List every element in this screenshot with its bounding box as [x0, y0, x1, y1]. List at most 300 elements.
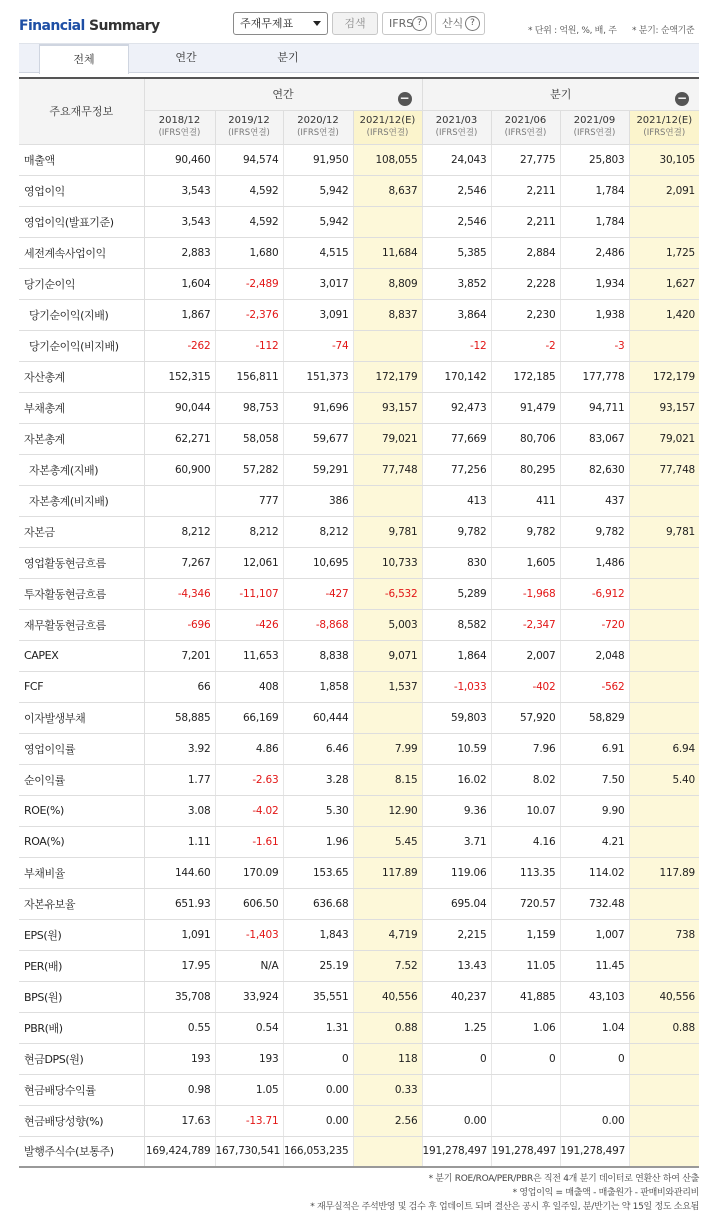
select-value: 주재무제표: [240, 17, 294, 30]
value-cell: 27,775: [491, 144, 560, 175]
quarter-group-header: [422, 79, 699, 110]
value-cell: 57,920: [491, 702, 560, 733]
value-cell: 5,942: [283, 206, 353, 237]
row-label: 발행주식수(보통주): [19, 1136, 144, 1167]
value-cell: 24,043: [422, 144, 491, 175]
value-cell: 10,733: [353, 547, 422, 578]
value-cell: -112: [215, 330, 283, 361]
value-cell: 1,858: [283, 671, 353, 702]
value-cell: -13.71: [215, 1105, 283, 1136]
period-label: 2020/12: [297, 115, 339, 126]
table-row: [19, 764, 699, 795]
question-icon: ?: [412, 16, 427, 31]
row-label: EPS(원): [19, 919, 144, 950]
ifrs-help-button[interactable]: [382, 12, 432, 35]
value-cell: 58,885: [144, 702, 215, 733]
value-cell: 2,211: [491, 206, 560, 237]
value-cell: 1,680: [215, 237, 283, 268]
value-cell: 10,695: [283, 547, 353, 578]
value-cell: -2,347: [491, 609, 560, 640]
value-cell: 80,706: [491, 423, 560, 454]
value-cell: 1,843: [283, 919, 353, 950]
value-cell: 1,486: [560, 547, 629, 578]
table-row: [19, 485, 699, 516]
value-cell: 166,053,235: [283, 1136, 353, 1167]
value-cell: -262: [144, 330, 215, 361]
table-row: [19, 206, 699, 237]
annual-group-header: [144, 79, 422, 110]
value-cell: -426: [215, 609, 283, 640]
value-cell: 413: [422, 485, 491, 516]
value-cell: 8,838: [283, 640, 353, 671]
table-row: [19, 733, 699, 764]
period-basis: (IFRS연결): [228, 128, 270, 138]
value-cell: 4,592: [215, 206, 283, 237]
value-cell: 43,103: [560, 981, 629, 1012]
quarter-group-label: 분기: [550, 88, 572, 102]
title-financial: Financial: [19, 18, 85, 34]
collapse-quarter-icon[interactable]: −: [677, 91, 688, 105]
value-cell: 3.71: [422, 826, 491, 857]
value-cell: 11,684: [353, 237, 422, 268]
value-cell: -696: [144, 609, 215, 640]
value-cell: 193: [215, 1043, 283, 1074]
row-label: 영업활동현금흐름: [19, 547, 144, 578]
value-cell: 777: [215, 485, 283, 516]
value-cell: [144, 485, 215, 516]
value-cell: 3,543: [144, 175, 215, 206]
value-cell: [353, 206, 422, 237]
value-cell: 191,278,497: [560, 1136, 629, 1167]
value-cell: 1,938: [560, 299, 629, 330]
value-cell: 172,179: [629, 361, 699, 392]
value-cell: 2,091: [629, 175, 699, 206]
value-cell: 3,017: [283, 268, 353, 299]
value-cell: 35,551: [283, 981, 353, 1012]
value-cell: 25.19: [283, 950, 353, 981]
value-cell: 3.28: [283, 764, 353, 795]
value-cell: 738: [629, 919, 699, 950]
row-label: BPS(원): [19, 981, 144, 1012]
value-cell: 9.90: [560, 795, 629, 826]
value-cell: [629, 888, 699, 919]
table-row: [19, 547, 699, 578]
row-label: CAPEX: [19, 640, 144, 671]
value-cell: 4,592: [215, 175, 283, 206]
value-cell: [629, 578, 699, 609]
value-cell: 0: [491, 1043, 560, 1074]
value-cell: 191,278,497: [491, 1136, 560, 1167]
row-label: 자산총계: [19, 361, 144, 392]
period-header: [144, 110, 215, 144]
table-row: [19, 1105, 699, 1136]
value-cell: 0.98: [144, 1074, 215, 1105]
period-basis: (IFRS연결): [366, 128, 409, 138]
row-label: 이자발생부채: [19, 702, 144, 733]
value-cell: 30,105: [629, 144, 699, 175]
value-cell: 11,653: [215, 640, 283, 671]
value-cell: 79,021: [353, 423, 422, 454]
value-cell: 6.94: [629, 733, 699, 764]
value-cell: -4.02: [215, 795, 283, 826]
table-row: [19, 795, 699, 826]
value-cell: [629, 1074, 699, 1105]
value-cell: 5.40: [629, 764, 699, 795]
value-cell: [491, 1105, 560, 1136]
value-cell: 17.95: [144, 950, 215, 981]
table-row: [19, 826, 699, 857]
period-header: [215, 110, 283, 144]
table-row: [19, 671, 699, 702]
table-row: [19, 268, 699, 299]
value-cell: 93,157: [353, 392, 422, 423]
search-button[interactable]: 검색: [332, 12, 378, 35]
table-row: [19, 981, 699, 1012]
formula-help-button[interactable]: [435, 12, 485, 35]
value-cell: -2.63: [215, 764, 283, 795]
value-cell: 1.05: [215, 1074, 283, 1105]
value-cell: 77,748: [629, 454, 699, 485]
value-cell: 1,784: [560, 206, 629, 237]
formula-label: 산식: [442, 17, 464, 30]
value-cell: 193: [144, 1043, 215, 1074]
period-label: 2021/06: [504, 115, 547, 126]
value-cell: [629, 950, 699, 981]
value-cell: -4,346: [144, 578, 215, 609]
value-cell: 2.56: [353, 1105, 422, 1136]
row-label: PER(배): [19, 950, 144, 981]
statement-type-select[interactable]: [233, 12, 328, 35]
value-cell: 1,091: [144, 919, 215, 950]
value-cell: 9,782: [491, 516, 560, 547]
value-cell: 10.07: [491, 795, 560, 826]
row-label: 투자활동현금흐름: [19, 578, 144, 609]
period-tabs: [19, 43, 699, 73]
value-cell: 0.00: [283, 1074, 353, 1105]
table-row: [19, 1074, 699, 1105]
value-cell: 8,637: [353, 175, 422, 206]
table-row: [19, 640, 699, 671]
value-cell: 60,444: [283, 702, 353, 733]
value-cell: 152,315: [144, 361, 215, 392]
corner-header: 주요재무정보: [19, 79, 144, 144]
value-cell: 8,212: [144, 516, 215, 547]
row-label: ROA(%): [19, 826, 144, 857]
row-label: FCF: [19, 671, 144, 702]
value-cell: 3,852: [422, 268, 491, 299]
value-cell: 98,753: [215, 392, 283, 423]
value-cell: 2,215: [422, 919, 491, 950]
value-cell: 118: [353, 1043, 422, 1074]
value-cell: 1.31: [283, 1012, 353, 1043]
value-cell: 113.35: [491, 857, 560, 888]
period-label: 2018/12: [158, 115, 201, 126]
value-cell: 144.60: [144, 857, 215, 888]
value-cell: 0.33: [353, 1074, 422, 1105]
table-row: [19, 299, 699, 330]
period-basis: (IFRS연결): [504, 128, 547, 138]
value-cell: 108,055: [353, 144, 422, 175]
tab-quarter[interactable]: 분기: [277, 51, 299, 64]
table-row: [19, 454, 699, 485]
row-label: ROE(%): [19, 795, 144, 826]
value-cell: [629, 671, 699, 702]
value-cell: 720.57: [491, 888, 560, 919]
value-cell: 2,007: [491, 640, 560, 671]
value-cell: 90,044: [144, 392, 215, 423]
value-cell: 91,696: [283, 392, 353, 423]
value-cell: 9,781: [629, 516, 699, 547]
value-cell: [353, 702, 422, 733]
value-cell: 1,934: [560, 268, 629, 299]
value-cell: 1,605: [491, 547, 560, 578]
value-cell: [629, 640, 699, 671]
value-cell: 2,546: [422, 206, 491, 237]
unit-note: * 단위 : 억원, %, 배, 주: [528, 26, 617, 36]
value-cell: 8.02: [491, 764, 560, 795]
table-row: [19, 578, 699, 609]
value-cell: 1.25: [422, 1012, 491, 1043]
value-cell: 0.54: [215, 1012, 283, 1043]
value-cell: 177,778: [560, 361, 629, 392]
value-cell: 1,420: [629, 299, 699, 330]
value-cell: -1,403: [215, 919, 283, 950]
period-basis: (IFRS연결): [297, 128, 339, 138]
value-cell: -2,376: [215, 299, 283, 330]
value-cell: 4,719: [353, 919, 422, 950]
period-basis: (IFRS연결): [643, 128, 686, 138]
row-label: 자본총계(비지배): [19, 485, 144, 516]
value-cell: 169,424,789: [144, 1136, 215, 1167]
table-row: [19, 423, 699, 454]
value-cell: 0.55: [144, 1012, 215, 1043]
value-cell: 9,071: [353, 640, 422, 671]
table-row: [19, 950, 699, 981]
period-header: [491, 110, 560, 144]
collapse-annual-icon[interactable]: −: [399, 91, 410, 105]
value-cell: -402: [491, 671, 560, 702]
row-label: 현금DPS(원): [19, 1043, 144, 1074]
value-cell: [422, 1074, 491, 1105]
value-cell: 4.16: [491, 826, 560, 857]
value-cell: 5.30: [283, 795, 353, 826]
value-cell: 82,630: [560, 454, 629, 485]
value-cell: 1,725: [629, 237, 699, 268]
value-cell: 7.96: [491, 733, 560, 764]
value-cell: 77,669: [422, 423, 491, 454]
table-row: [19, 330, 699, 361]
value-cell: 7,267: [144, 547, 215, 578]
row-label: 순이익률: [19, 764, 144, 795]
value-cell: -11,107: [215, 578, 283, 609]
row-label: 당기순이익(비지배): [19, 330, 144, 361]
value-cell: -6,532: [353, 578, 422, 609]
value-cell: 62,271: [144, 423, 215, 454]
footnote-3: * 재무실적은 주석반영 및 검수 후 업데이트 되며 결산은 공시 후 일주일, 분/반기는 약 15일 정도 소요됨: [310, 1202, 699, 1212]
value-cell: 12.90: [353, 795, 422, 826]
value-cell: 59,291: [283, 454, 353, 485]
value-cell: 3.08: [144, 795, 215, 826]
period-header: [353, 110, 422, 144]
table-row: [19, 237, 699, 268]
value-cell: 40,237: [422, 981, 491, 1012]
value-cell: 1.96: [283, 826, 353, 857]
value-cell: 17.63: [144, 1105, 215, 1136]
value-cell: 94,574: [215, 144, 283, 175]
row-label: 재무활동현금흐름: [19, 609, 144, 640]
value-cell: -2,489: [215, 268, 283, 299]
value-cell: -427: [283, 578, 353, 609]
value-cell: 59,677: [283, 423, 353, 454]
value-cell: 172,179: [353, 361, 422, 392]
value-cell: 0.88: [353, 1012, 422, 1043]
value-cell: 2,546: [422, 175, 491, 206]
value-cell: 156,811: [215, 361, 283, 392]
value-cell: 83,067: [560, 423, 629, 454]
value-cell: 25,803: [560, 144, 629, 175]
row-label: 세전계속사업이익: [19, 237, 144, 268]
value-cell: 59,803: [422, 702, 491, 733]
value-cell: 58,058: [215, 423, 283, 454]
value-cell: 7,201: [144, 640, 215, 671]
value-cell: 91,479: [491, 392, 560, 423]
value-cell: 151,373: [283, 361, 353, 392]
value-cell: 3,864: [422, 299, 491, 330]
value-cell: 66,169: [215, 702, 283, 733]
row-label: 당기순이익: [19, 268, 144, 299]
value-cell: 5,003: [353, 609, 422, 640]
question-icon: ?: [465, 16, 480, 31]
value-cell: 437: [560, 485, 629, 516]
row-label: 매출액: [19, 144, 144, 175]
row-label: 현금배당성향(%): [19, 1105, 144, 1136]
value-cell: 386: [283, 485, 353, 516]
value-cell: [353, 485, 422, 516]
tab-all[interactable]: 전체: [39, 44, 129, 74]
value-cell: 170,142: [422, 361, 491, 392]
value-cell: 9.36: [422, 795, 491, 826]
value-cell: [629, 547, 699, 578]
value-cell: 57,282: [215, 454, 283, 485]
row-label: 영업이익: [19, 175, 144, 206]
value-cell: 4,515: [283, 237, 353, 268]
value-cell: 3.92: [144, 733, 215, 764]
value-cell: 10.59: [422, 733, 491, 764]
value-cell: 0: [283, 1043, 353, 1074]
value-cell: [491, 1074, 560, 1105]
row-label: 자본총계: [19, 423, 144, 454]
value-cell: [629, 1136, 699, 1167]
value-cell: 80,295: [491, 454, 560, 485]
table-row: [19, 1043, 699, 1074]
period-header: [560, 110, 629, 144]
value-cell: 2,228: [491, 268, 560, 299]
value-cell: 2,211: [491, 175, 560, 206]
value-cell: 9,781: [353, 516, 422, 547]
value-cell: 3,091: [283, 299, 353, 330]
chevron-down-icon: [313, 21, 321, 26]
value-cell: [629, 1105, 699, 1136]
value-cell: 1,604: [144, 268, 215, 299]
value-cell: 172,185: [491, 361, 560, 392]
value-cell: 40,556: [353, 981, 422, 1012]
header-bar: [0, 0, 714, 44]
value-cell: 77,748: [353, 454, 422, 485]
value-cell: 2,048: [560, 640, 629, 671]
value-cell: 606.50: [215, 888, 283, 919]
row-label: 영업이익(발표기준): [19, 206, 144, 237]
value-cell: 13.43: [422, 950, 491, 981]
table-row: [19, 857, 699, 888]
value-cell: 3,543: [144, 206, 215, 237]
value-cell: 170.09: [215, 857, 283, 888]
value-cell: 7.52: [353, 950, 422, 981]
table-row: [19, 888, 699, 919]
row-label: 자본유보율: [19, 888, 144, 919]
period-basis: (IFRS연결): [158, 128, 201, 138]
row-label: 현금배당수익률: [19, 1074, 144, 1105]
value-cell: 16.02: [422, 764, 491, 795]
value-cell: -1,033: [422, 671, 491, 702]
value-cell: 1,537: [353, 671, 422, 702]
row-label: 당기순이익(지배): [19, 299, 144, 330]
value-cell: 1,867: [144, 299, 215, 330]
value-cell: N/A: [215, 950, 283, 981]
period-basis: (IFRS연결): [435, 128, 478, 138]
value-cell: 9,782: [422, 516, 491, 547]
value-cell: [353, 1136, 422, 1167]
value-cell: [353, 330, 422, 361]
value-cell: 1.77: [144, 764, 215, 795]
value-cell: 2,884: [491, 237, 560, 268]
value-cell: 695.04: [422, 888, 491, 919]
value-cell: 8,212: [283, 516, 353, 547]
value-cell: 1.04: [560, 1012, 629, 1043]
value-cell: 1.11: [144, 826, 215, 857]
period-header: [283, 110, 353, 144]
value-cell: 4.86: [215, 733, 283, 764]
value-cell: 411: [491, 485, 560, 516]
value-cell: 117.89: [629, 857, 699, 888]
value-cell: 93,157: [629, 392, 699, 423]
value-cell: 0.00: [283, 1105, 353, 1136]
value-cell: [629, 206, 699, 237]
quarter-basis-note: * 분기: 순액기준: [632, 26, 695, 36]
value-cell: 651.93: [144, 888, 215, 919]
value-cell: 11.45: [560, 950, 629, 981]
value-cell: 1,627: [629, 268, 699, 299]
value-cell: -3: [560, 330, 629, 361]
tab-annual[interactable]: 연간: [175, 51, 197, 64]
value-cell: 2,230: [491, 299, 560, 330]
value-cell: [560, 1074, 629, 1105]
value-cell: 0: [560, 1043, 629, 1074]
value-cell: 0.00: [560, 1105, 629, 1136]
value-cell: 11.05: [491, 950, 560, 981]
value-cell: 117.89: [353, 857, 422, 888]
period-label: 2021/09: [573, 115, 616, 126]
period-label: 2021/12(E): [636, 115, 693, 126]
period-label: 2021/03: [435, 115, 478, 126]
value-cell: 408: [215, 671, 283, 702]
value-cell: 9,782: [560, 516, 629, 547]
value-cell: 8,212: [215, 516, 283, 547]
value-cell: 4.21: [560, 826, 629, 857]
value-cell: [353, 888, 422, 919]
row-label: 자본금: [19, 516, 144, 547]
value-cell: 79,021: [629, 423, 699, 454]
table-row: [19, 175, 699, 206]
